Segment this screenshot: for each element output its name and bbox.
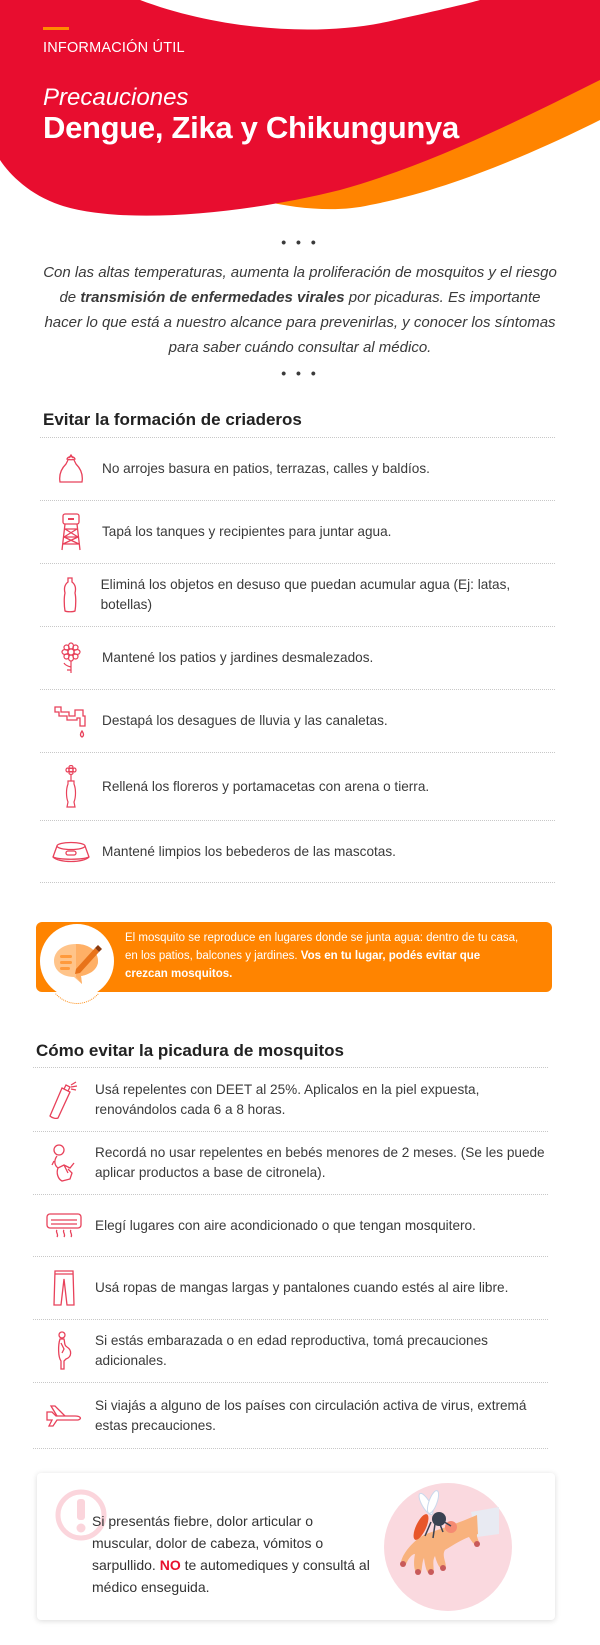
pants-icon (33, 1270, 95, 1306)
list-item: Usá repelentes con DEET al 25%. Aplicalos en la piel expuesta, renovándolos cada 6 a 8 horas. (33, 1067, 548, 1131)
list-item: Tapá los tanques y recipientes para juntar agua. (40, 500, 555, 563)
separator-dots: • • • (281, 234, 319, 250)
breeding-list (40, 437, 555, 883)
alert-no-emphasis: NO (159, 1557, 181, 1573)
mosquito-biting-hand-illustration (381, 1482, 515, 1617)
list-item: No arrojes basura en patios, terrazas, calles y baldíos. (40, 437, 555, 500)
list-item: Mantené los patios y jardines desmalezados. (40, 626, 555, 689)
list-item: Usá ropas de mangas largas y pantalones cuando estés al aire libre. (33, 1256, 548, 1319)
baby-icon (33, 1143, 95, 1183)
hero-subtitle: Precauciones (43, 84, 189, 111)
list-item: Elegí lugares con aire acondicionado o que tengan mosquitero. (33, 1194, 548, 1256)
chat-pencil-icon (40, 924, 114, 998)
list-item: Recordá no usar repelentes en bebés menores de 2 meses. (Se les puede aplicar productos a base de citronela). (33, 1131, 548, 1194)
bottle-icon (40, 577, 101, 613)
list-item: Eliminá los objetos en desuso que puedan acumular agua (Ej: latas, botellas) (40, 563, 555, 626)
spray-repellent-icon (33, 1080, 95, 1120)
water-tank-icon (40, 513, 102, 551)
section-title-bites: Cómo evitar la picadura de mosquitos (36, 1041, 344, 1060)
list-item: Si viajás a alguno de los países con circulación activa de virus, extremá estas precauciones. (33, 1382, 548, 1449)
callout-text: El mosquito se reproduce en lugares donde se junta agua: dentro de tu casa, en los patios, balcones y jardines. Vos en tu lugar, podés evitar que crezcan mosquitos. (125, 932, 519, 980)
intro-paragraph: Con las altas temperaturas, aumenta la proliferación de mosquitos y el riesgo de transmisión de enfermedades virales por picaduras. Es importante hacer lo que está a nuestro alcance para prevenirlas, y conocer los síntomas para saber cuándo consultar al médico. (43, 264, 557, 356)
hero-banner (0, 0, 600, 230)
list-item: Destapá los desagues de lluvia y las canaletas. (40, 689, 555, 752)
pregnant-icon (33, 1331, 95, 1371)
flower-vase-icon (40, 765, 102, 809)
flower-icon (40, 642, 102, 674)
hero-eyebrow: INFORMACIÓN ÚTIL (43, 40, 185, 56)
hero-accent-line (43, 27, 69, 30)
gutter-pipe-icon (40, 704, 102, 738)
list-item: Mantené limpios los bebederos de las mascotas. (40, 820, 555, 883)
airplane-icon (33, 1404, 95, 1428)
air-conditioner-icon (33, 1213, 95, 1239)
bites-list (33, 1067, 548, 1449)
intro-highlight: transmisión de enfermedades virales (80, 289, 345, 306)
pet-bowl-icon (40, 841, 102, 863)
hero-title: Dengue, Zika y Chikungunya (43, 110, 459, 145)
alert-text: Si presentás fiebre, dolor articular o muscular, dolor de cabeza, vómitos o sarpullido. NO te automediques y consultá al médico enseguida. (92, 1513, 370, 1595)
trash-bag-icon (40, 454, 102, 484)
section-title-breeding: Evitar la formación de criaderos (43, 410, 302, 429)
list-item: Si estás embarazada o en edad reproductiva, tomá precauciones adicionales. (33, 1319, 548, 1382)
separator-dots: • • • (281, 365, 319, 381)
list-item: Rellená los floreros y portamacetas con arena o tierra. (40, 752, 555, 820)
